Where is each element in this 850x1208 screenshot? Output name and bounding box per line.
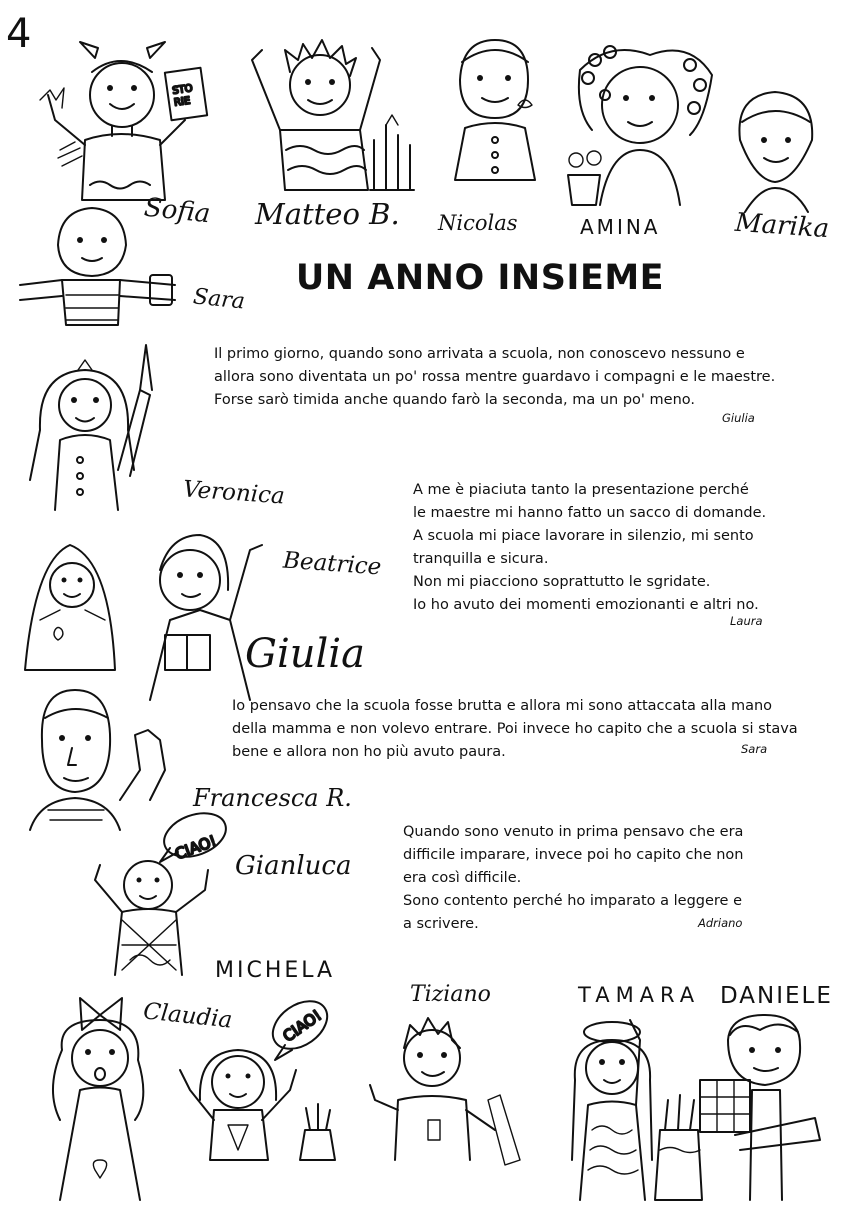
drawing-sofia	[40, 42, 207, 200]
paragraph-line: Non mi piacciono soprattutto le sgridate.	[413, 574, 711, 590]
name-sara: Sara	[191, 284, 247, 315]
name-matteo: Matteo B.	[255, 197, 400, 231]
drawing-gianluca	[95, 805, 232, 975]
drawing-marika	[739, 92, 812, 212]
name-francesca: Francesca R.	[193, 784, 352, 812]
drawing-daniele	[700, 1015, 820, 1200]
drawing-matteo	[252, 40, 414, 190]
paragraph-laura	[413, 479, 766, 617]
name-veronica: Veronica	[182, 476, 286, 510]
paragraph-line: a scrivere.	[403, 916, 479, 932]
name-giulia: Giulia	[245, 631, 365, 677]
paragraph-line: A me è piaciuta tanto la presentazione perché	[413, 482, 749, 498]
drawing-tiziano	[370, 1018, 520, 1165]
name-nicolas: Nicolas	[438, 211, 518, 235]
paragraph-line: Il primo giorno, quando sono arrivata a scuola, non conoscevo nessuno e	[214, 346, 745, 362]
ciao-bubble-1: CIAO!	[172, 831, 219, 864]
name-amina: AMINA	[580, 215, 661, 239]
paragraph-giulia	[214, 343, 775, 412]
name-gianluca: Gianluca	[235, 851, 352, 881]
paragraph-line: bene e allora non ho più avuto paura.	[232, 744, 506, 760]
drawing-claudia	[53, 998, 143, 1200]
paragraph-line: Quando sono venuto in prima pensavo che era	[403, 824, 744, 840]
drawing-nicolas	[455, 40, 535, 180]
drawing-francesca	[30, 690, 165, 830]
drawing-tamara	[572, 1020, 702, 1200]
author-adriano: Adriano	[698, 916, 743, 930]
name-claudia: Claudia	[141, 998, 234, 1034]
name-tamara: TAMARA	[578, 983, 701, 1007]
paragraph-line: Io pensavo che la scuola fosse brutta e allora mi sono attaccata alla mano	[232, 698, 773, 714]
name-beatrice: Beatrice	[282, 547, 383, 581]
name-marika: Marika	[734, 207, 831, 245]
name-michela: MICHELA	[215, 958, 336, 983]
paragraph-line: Sono contento perché ho imparato a leggere e	[403, 893, 742, 909]
paragraph-line: Forse sarò timida anche quando farò la seconda, ma un po' meno.	[214, 392, 695, 408]
page-number: 4	[6, 11, 32, 57]
paragraph-line: difficile imparare, invece poi ho capito che non	[403, 847, 744, 863]
paragraph-line: era così difficile.	[403, 870, 522, 886]
page-title: UN ANNO INSIEME	[295, 258, 665, 298]
paragraph-line: A scuola mi piace lavorare in silenzio, mi sento	[413, 528, 754, 544]
author-sara: Sara	[741, 742, 768, 756]
paragraph-line: Io ho avuto dei momenti emozionanti e altri no.	[413, 597, 759, 613]
paragraph-line: della mamma e non volevo entrare. Poi invece ho capito che a scuola si stava	[232, 721, 798, 737]
ciao-bubble-2: CIAO!	[279, 1006, 325, 1046]
author-laura: Laura	[730, 614, 763, 628]
drawing-amina	[568, 46, 712, 205]
name-tiziano: Tiziano	[410, 982, 491, 1007]
book-label-1: STO	[171, 83, 194, 97]
book-label-2: RIE	[173, 95, 191, 109]
name-daniele: DANIELE	[720, 983, 833, 1009]
name-sofia: Sofia	[142, 192, 212, 230]
paragraph-adriano	[403, 821, 744, 936]
paragraph-line: allora sono diventata un po' rossa mentre guardavo i compagni e le maestre.	[214, 369, 776, 385]
drawing-beatrice	[25, 535, 262, 700]
paragraph-line: tranquilla e sicura.	[413, 551, 549, 567]
paragraph-sara	[232, 695, 798, 764]
author-giulia: Giulia	[722, 411, 755, 425]
paragraph-line: le maestre mi hanno fatto un sacco di domande.	[413, 505, 767, 521]
drawing-veronica	[30, 345, 152, 510]
